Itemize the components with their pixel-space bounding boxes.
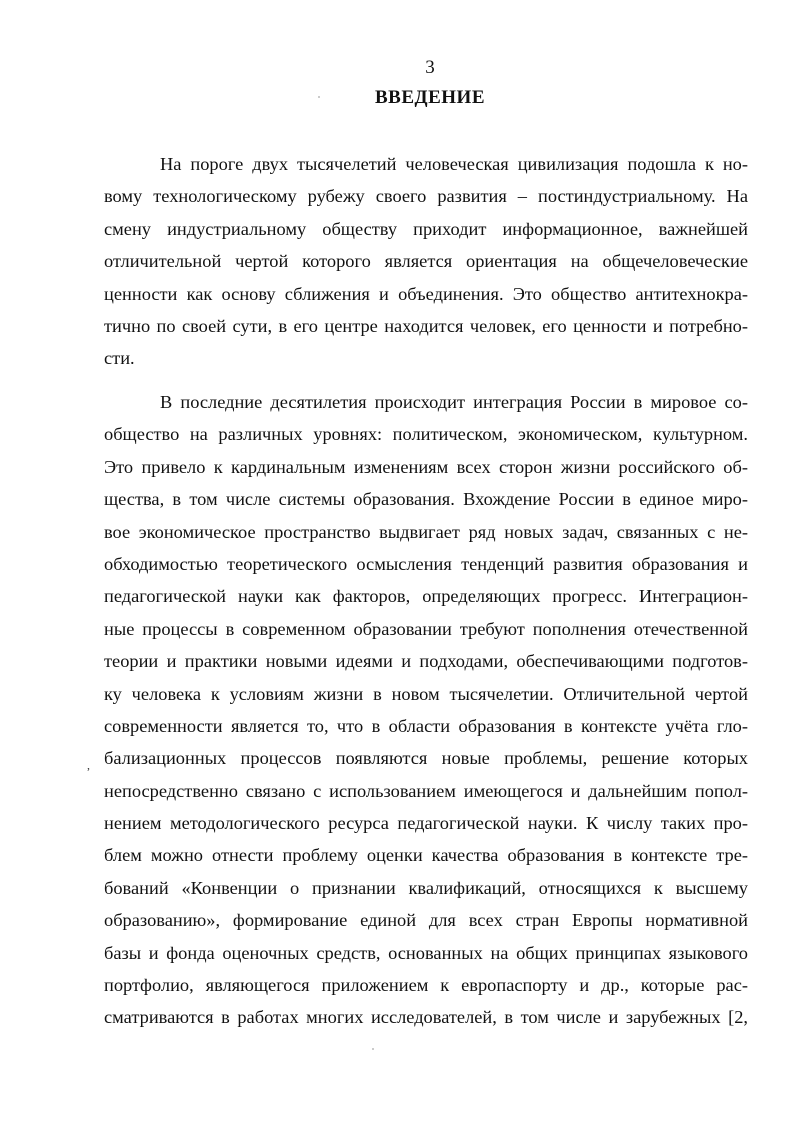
text-line: В последние десятилетия происходит интеграция России в мировое со- xyxy=(160,392,748,412)
text-line: бований «Конвенции о признании квалификаций, относящихся к высшему xyxy=(104,877,748,898)
text-line: сти. xyxy=(104,348,135,369)
text-line: нением методологического ресурса педагогической науки. К числу таких про- xyxy=(104,813,748,834)
text-line: современности является то, что в области образования в контексте учёта гло- xyxy=(104,715,748,736)
text-line: вому технологическому рубежу своего развития – постиндустриальному. На xyxy=(104,186,748,207)
text-line: Это привело к кардинальным изменениям всех сторон жизни российского об- xyxy=(104,456,748,477)
text-line: образованию», формирование единой для всех стран Европы нормативной xyxy=(104,910,748,931)
margin-mark: , xyxy=(87,758,90,772)
text-line: бализационных процессов появляются новые проблемы, решение которых xyxy=(104,748,748,769)
text-line: ку человека к условиям жизни в новом тысячелетии. Отличительной чертой xyxy=(104,683,748,704)
text-line: непосредственно связано с использованием имеющегося и дальнейшим попол- xyxy=(104,780,748,801)
page-title: ВВЕДЕНИЕ xyxy=(375,87,485,108)
text-line: теории и практики новыми идеями и подходами, обеспечивающими подготов- xyxy=(104,651,748,672)
scan-speck xyxy=(372,1048,374,1050)
paragraph-2 xyxy=(104,386,748,1034)
page-number: 3 xyxy=(425,57,435,78)
text-line: блем можно отнести проблему оценки качества образования в контексте тре- xyxy=(104,845,748,866)
scan-speck xyxy=(318,96,320,98)
text-line: вое экономическое пространство выдвигает ряд новых задач, связанных с не- xyxy=(104,521,748,542)
text-line: щества, в том числе системы образования. Вхождение России в единое миро- xyxy=(104,489,748,510)
text-line: обходимостью теоретического осмысления тенденций развития образования и xyxy=(104,553,748,574)
text-line: тично по своей сути, в его центре находится человек, его ценности и потребно- xyxy=(104,315,748,336)
text-line: На пороге двух тысячелетий человеческая цивилизация подошла к но- xyxy=(160,154,748,174)
text-line: портфолио, являющегося приложением к европаспорту и др., которые рас- xyxy=(104,975,748,996)
text-line: базы и фонда оценочных средств, основанных на общих принципах языкового xyxy=(104,942,748,963)
paragraph-1 xyxy=(104,148,748,375)
text-line: сматриваются в работах многих исследователей, в том числе и зарубежных [2, xyxy=(104,1007,748,1028)
text-line: ные процессы в современном образовании требуют пополнения отечественной xyxy=(104,618,748,639)
text-line: общество на различных уровнях: политическом, экономическом, культурном. xyxy=(104,424,748,445)
text-line: ценности как основу сближения и объединения. Это общество антитехнокра- xyxy=(104,283,748,304)
text-line: отличительной чертой которого является ориентация на общечеловеческие xyxy=(104,251,748,272)
text-line: педагогической науки как факторов, определяющих прогресс. Интеграцион- xyxy=(104,586,748,607)
text-line: смену индустриальному обществу приходит информационное, важнейшей xyxy=(104,218,748,239)
